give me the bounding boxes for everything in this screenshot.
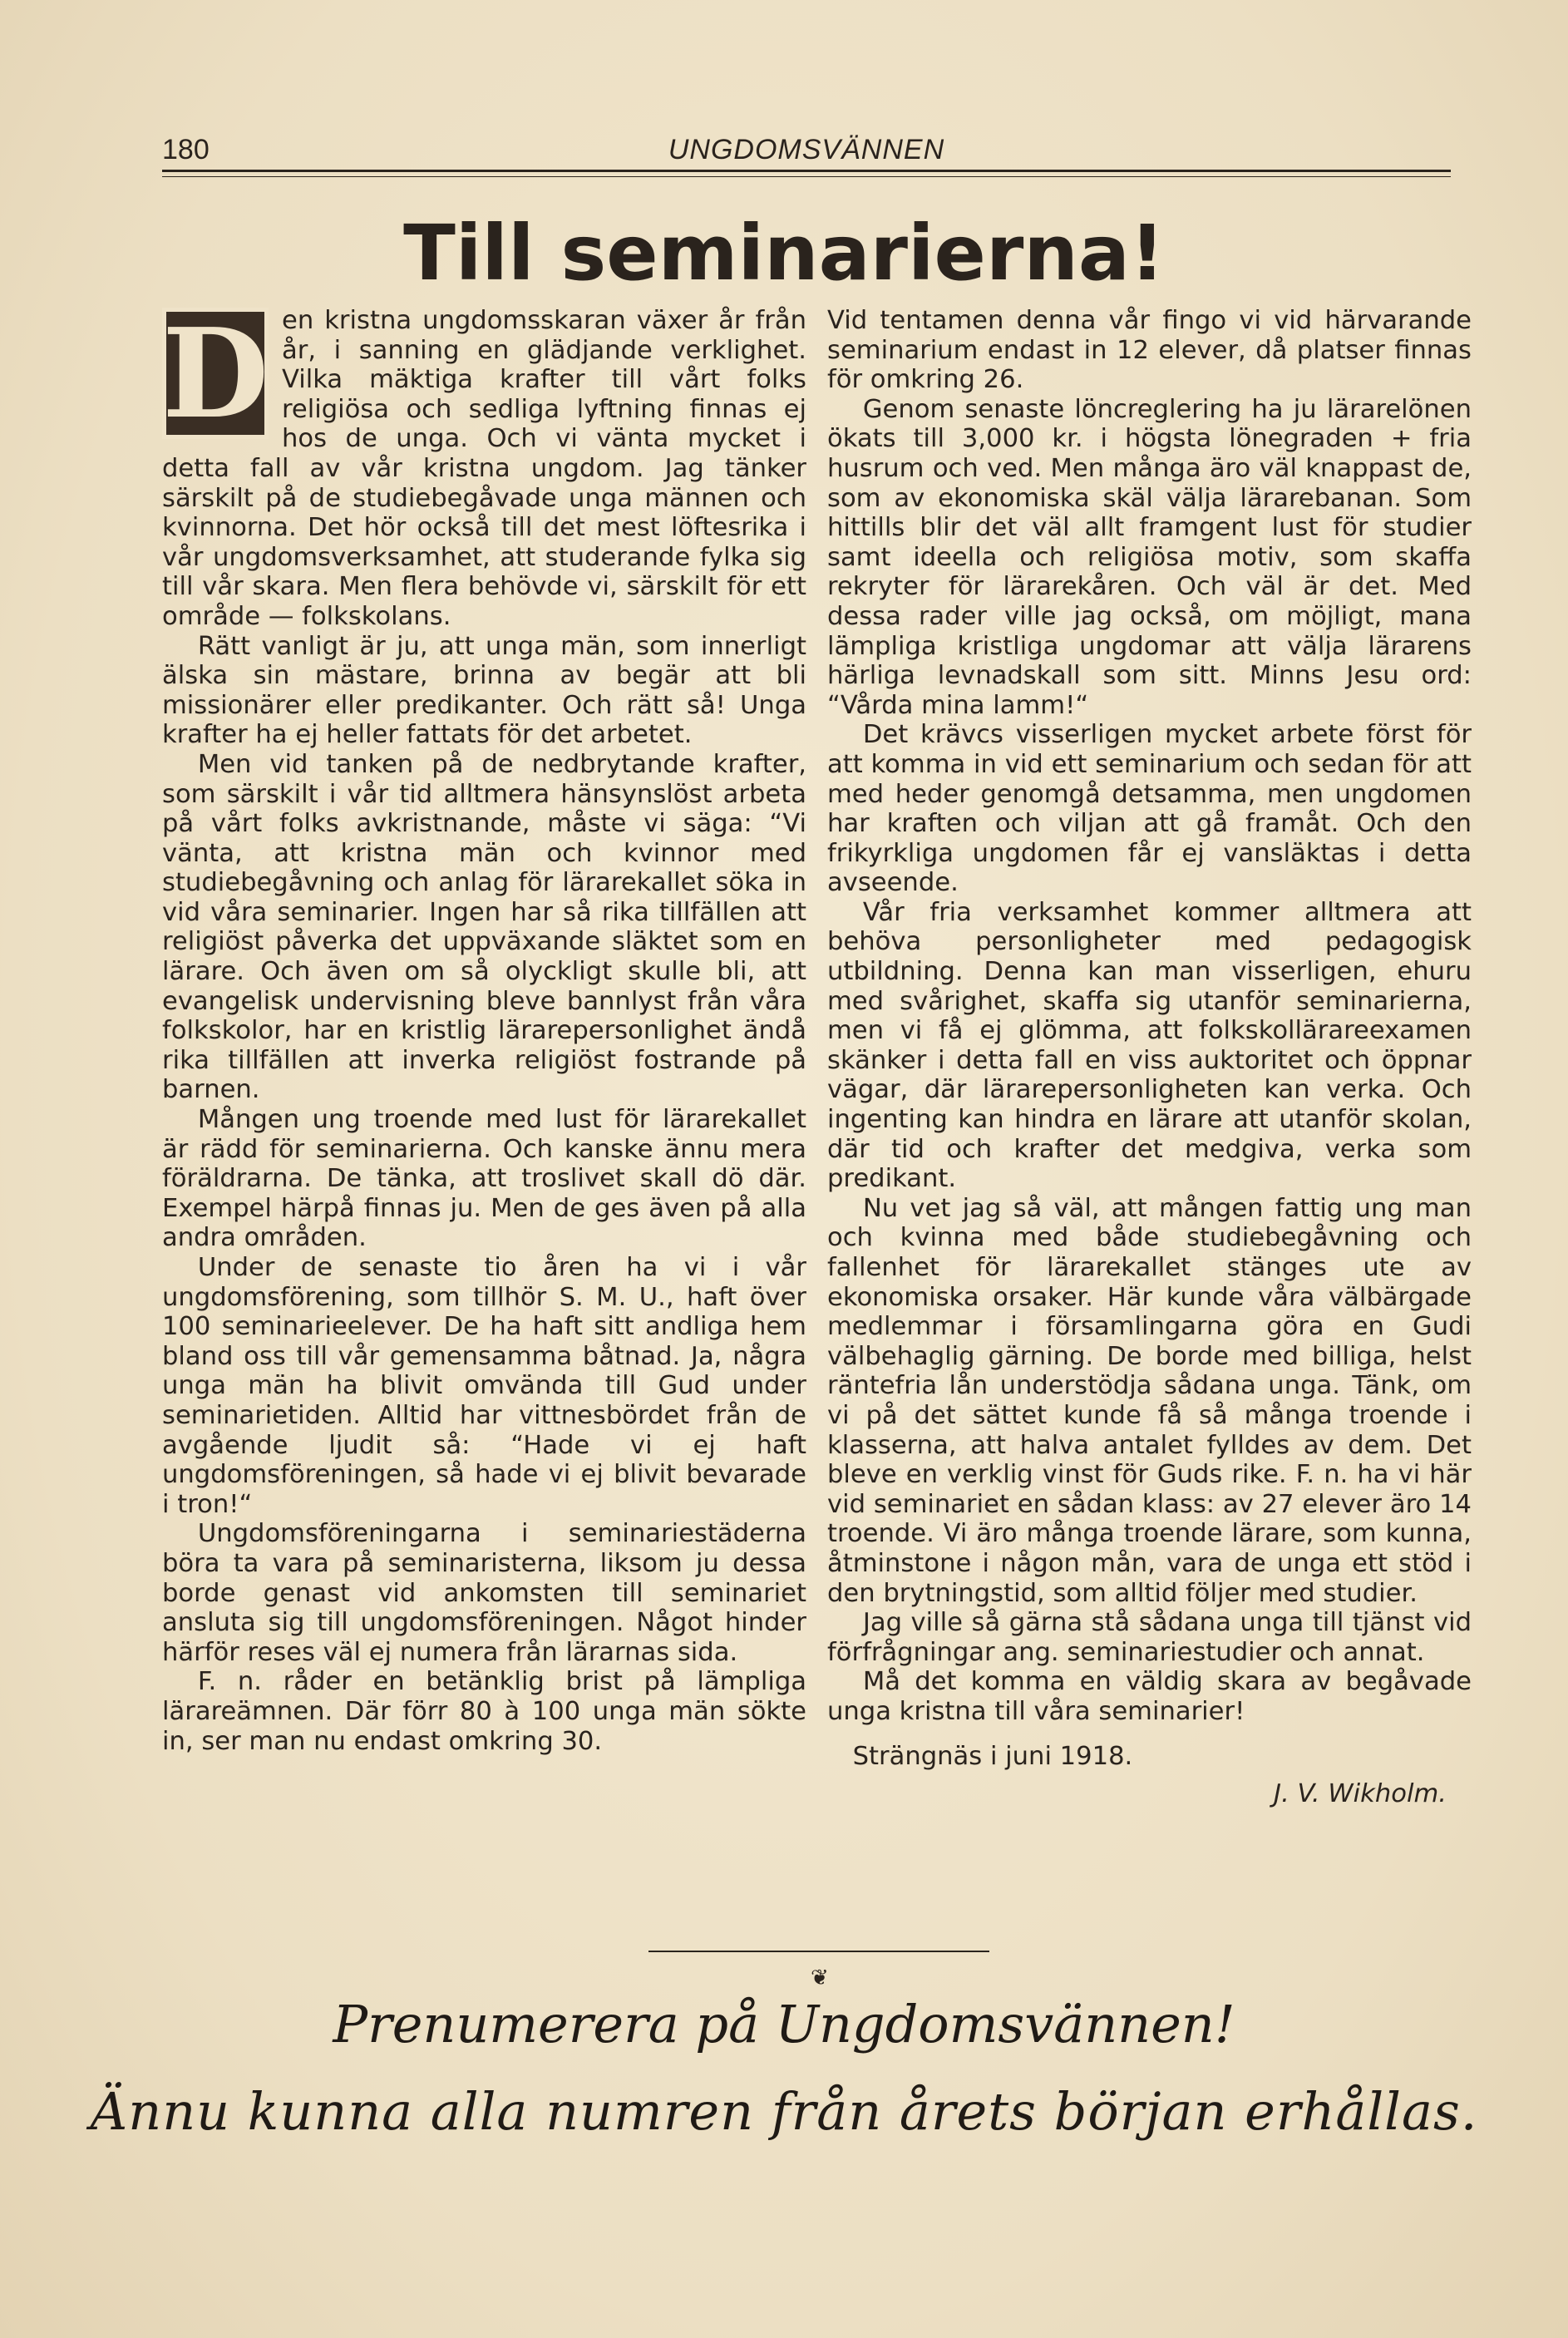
author-signature: J. V. Wikholm. (1274, 1779, 1447, 1809)
header-rule-thin (162, 176, 1451, 177)
subscription-promo-line-2: Ännu kunna alla numren från årets början erhållas. (90, 2081, 1478, 2142)
paragraph: Nu vet jag så väl, att mången fattig ung man och kvinna med både studiebegåvning och fallenhet för lärarekallet stänges ute av ekonomiska orsaker. Här kunde våra välbärgade medlemmar i församlingarna göra en Gudi välbehaglig gärning. De borde med billiga, helst räntefria lån understödja sådana unga. Tänk, om vi på det sättet kunde få så många troende i klasserna, att halva antalet fylldes av dem. Det bleve en verklig vinst för Guds rike. F. n. ha vi här vid seminariet en sådan klass: av 27 elever äro 14 troende. Vi äro många troende lärare, som kunna, åtminstone i någon mån, vara de unga ett stöd i den brytningstid, som alltid följer med studier. (827, 1193, 1472, 1608)
header-rule (162, 170, 1451, 172)
paragraph: Ungdomsföreningarna i seminariestäderna böra ta vara på seminaristerna, liksom ju dessa borde genast vid ankomsten till seminariet ansluta sig till ungdomsföreningen. Något hinder härför reses väl ej numera från lärarnas sida. (162, 1519, 806, 1667)
paragraph: Må det komma en väldig skara av begåvade unga kristna till våra seminarier! (827, 1667, 1472, 1726)
first-paragraph (162, 301, 806, 632)
paragraph: Men vid tanken på de nedbrytande krafter, som särskilt i vår tid alltmera hänsynslöst arbeta på vårt folks avkristnande, måste vi säga: “Vi vänta, att kristna män och kvinnor med studiebegåvning och anlag för lärarekallet söka in vid våra seminarier. Ingen har så rika tillfällen att religiöst påverka det uppväxande släktet som en lärare. Och även om så olyckligt skulle bli, att evangelisk undervisning bleve bannlyst från våra folkskolor, har en kristlig lärarepersonlighet ändå rika tillfällen att inverka religiöst fostrande på barnen. (162, 749, 806, 1105)
paragraph: Det krävcs visserligen mycket arbete först för att komma in vid ett seminarium och sedan för att med heder genomgå detsamma, men ungdomen har kraften och viljan att gå framåt. Och den frikyrkliga ungdomen får ej vansläktas i detta avseende. (827, 720, 1472, 898)
running-head (162, 131, 1451, 168)
right-column (827, 306, 1472, 1809)
dropcap-initial: D (162, 301, 269, 446)
paragraph-text: en kristna ungdomsskaran växer år från år, i sanning en glädjande verklighet. Vilka mäktiga krafter till vårt folks religiösa och sedliga lyftning finnas ej hos de unga. Och vi vänta mycket i detta fall av vår kristna ungdom. Jag tänker särskilt på de studiebegåvade unga männen och kvinnorna. Det hör också till det mest löftesrika i vår ungdomsverksamhet, att studerande fylka sig till vår skara. Men flera behövde vi, särskilt för ett område — folkskolans. (162, 306, 806, 631)
paragraph: Jag ville så gärna stå sådana unga till tjänst vid förfrågningar ang. seminariestudier och annat. (827, 1608, 1472, 1667)
journal-name: UNGDOMSVÄNNEN (668, 134, 945, 165)
end-rule (648, 1951, 989, 1952)
paragraph: Genom senaste löncreglering ha ju lärarelönen ökats till 3,000 kr. i högsta lönegraden + fria husrum och ved. Men många äro väl knappast de, som av ekonomiska skäl välja lärarebanan. Som hittills blir det väl allt framgent lust för studier samt ideella och religiösa motiv, som skaffa rekryter för lärarekåren. Och väl är det. Med dessa rader ville jag också, om möjligt, mana lämpliga kristliga ungdomar att välja lärarens härliga levnadskall som sitt. Minns Jesu ord: “Vårda mina lamm!“ (827, 394, 1472, 720)
article-title: Till seminarierna! (403, 209, 1165, 298)
fleuron-icon: ❦ (811, 1966, 829, 1990)
subscription-promo-line-1: Prenumerera på Ungdomsvännen! (333, 1994, 1235, 2054)
paragraph: Vid tentamen denna vår fingo vi vid härvarande seminarium endast in 12 elever, då platser finnas för omkring 26. (827, 306, 1472, 395)
paragraph: Mången ung troende med lust för lärarekallet är rädd för seminarierna. Och kanske ännu mera föräldrarna. De tänka, att troslivet skall dö där. Exempel härpå finnas ju. Men de ges även på alla andra områden. (162, 1105, 806, 1253)
place-date: Strängnäs i juni 1918. (852, 1741, 1133, 1771)
paragraph: F. n. råder en betänklig brist på lämpliga lärareämnen. Där förr 80 à 100 unga män sökte in, ser man nu endast omkring 30. (162, 1667, 806, 1756)
page-number: 180 (162, 134, 210, 165)
paragraph: Vår fria verksamhet kommer alltmera att behöva personligheter med pedagogisk utbildning. Denna kan man visserligen, ehuru med svårighet, skaffa sig utanför seminarierna, men vi få ej glömma, att folkskollärareexamen skänker i detta fall en viss auktoritet och öppnar vägar, där lärarepersonligheten kan verka. Och ingenting kan hindra en lärare att utanför skolan, där tid och krafter det medgiva, verka som predikant. (827, 897, 1472, 1194)
left-column (162, 301, 806, 1756)
paragraph: Under de senaste tio åren ha vi i vår ungdomsförening, som tillhör S. M. U., haft över 100 seminarieelever. De ha haft sitt andliga hem bland oss till vår gemensamma båtnad. Ja, några unga män ha blivit omvända till Gud under seminarietiden. Alltid har vittnesbördet från de avgående ljudit så: “Hade vi ej haft ungdomsföreningen, så hade vi ej blivit bevarade i tron!“ (162, 1253, 806, 1519)
paragraph: Rätt vanligt är ju, att unga män, som innerligt älska sin mästare, brinna av begär att bli missionärer eller predikanter. Och rätt så! Unga krafter ha ej heller fattats för det arbetet. (162, 631, 806, 750)
